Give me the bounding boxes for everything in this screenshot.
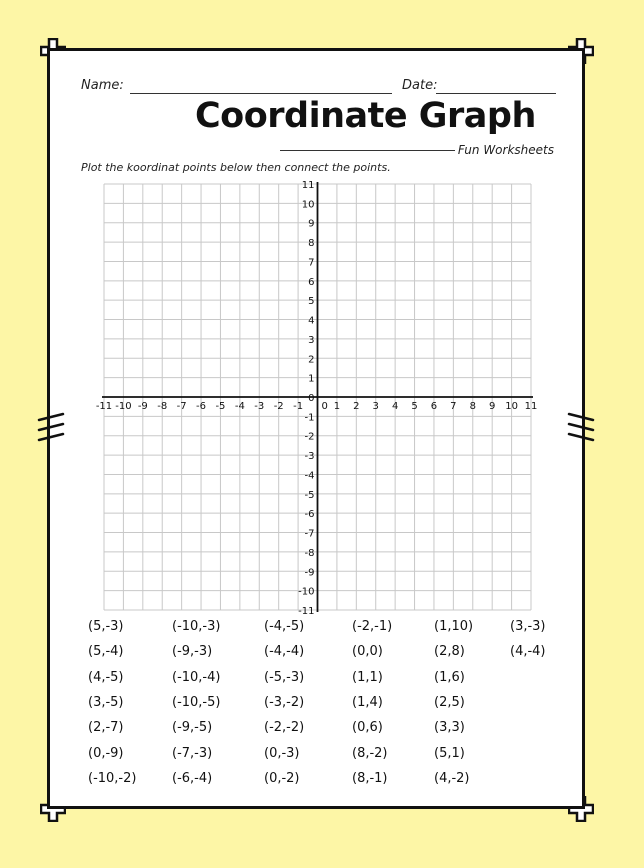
y-tick-label: -5 <box>304 489 315 501</box>
page-title: Coordinate Graph <box>195 96 536 136</box>
y-tick-label: -2 <box>304 431 315 443</box>
x-tick-label: -9 <box>137 401 148 412</box>
page-subtitle: Fun Worksheets <box>457 143 554 157</box>
x-tick-label: -8 <box>157 401 168 412</box>
name-label: Name: <box>81 78 124 93</box>
coordinate-point: (8,-2) <box>352 745 388 761</box>
x-tick-label: -5 <box>215 401 226 412</box>
coordinate-point: (3,-3) <box>510 619 546 634</box>
coordinate-point: (2,8) <box>434 644 465 660</box>
y-tick-label: 8 <box>308 238 315 250</box>
y-tick-label: -6 <box>304 509 315 521</box>
y-tick-label: -10 <box>298 586 315 598</box>
coordinate-point: (-2,-1) <box>352 619 393 634</box>
coordinate-point: (-4,-5) <box>264 619 305 634</box>
coordinate-point: (-10,-4) <box>172 669 221 685</box>
y-tick-label: -8 <box>304 547 315 559</box>
y-tick-label: -3 <box>304 451 315 463</box>
y-tick-label: 2 <box>308 354 315 366</box>
coordinate-point: (0,-3) <box>264 745 300 761</box>
coordinate-point: (1,6) <box>434 669 465 685</box>
coordinate-point: (3,-5) <box>88 694 124 710</box>
x-tick-label: -6 <box>196 401 207 412</box>
x-tick-label: 4 <box>391 401 399 412</box>
coordinate-point: (5,-3) <box>88 619 124 634</box>
y-tick-label: 10 <box>301 199 315 211</box>
coordinate-point: (-9,-3) <box>172 644 213 660</box>
x-tick-label: 0 <box>321 401 328 412</box>
x-tick-label: 8 <box>469 401 476 412</box>
y-tick-label: 11 <box>301 180 315 191</box>
coordinate-point: (5,-4) <box>88 644 124 660</box>
y-tick-label: -4 <box>304 470 315 482</box>
x-tick-label: -1 <box>293 401 304 412</box>
y-tick-label: -11 <box>298 606 315 617</box>
y-tick-label: -1 <box>304 412 315 424</box>
coordinate-point: (-7,-3) <box>172 745 213 761</box>
x-tick-label: 6 <box>430 401 438 412</box>
y-tick-label: -7 <box>304 528 315 540</box>
x-tick-label: -4 <box>234 401 245 412</box>
coordinate-point: (-5,-3) <box>264 669 305 685</box>
y-tick-label: 9 <box>308 218 315 230</box>
x-tick-label: 1 <box>333 401 341 412</box>
coordinate-point: (-10,-3) <box>172 619 221 634</box>
x-tick-label: 3 <box>372 401 379 412</box>
x-tick-label: -11 <box>95 401 113 412</box>
coordinate-point: (-10,-2) <box>88 770 137 786</box>
coordinate-point: (1,4) <box>352 694 383 710</box>
coordinate-point: (4,-2) <box>434 770 470 786</box>
x-tick-label: 7 <box>450 401 457 412</box>
coordinate-point: (2,5) <box>434 694 465 710</box>
coordinate-point: (2,-7) <box>88 720 124 736</box>
coordinate-point: (-4,-4) <box>264 644 305 660</box>
y-tick-label: 3 <box>308 334 315 346</box>
y-tick-label: 6 <box>308 276 315 288</box>
x-tick-label: 10 <box>505 401 518 412</box>
y-tick-label: 5 <box>308 296 315 308</box>
x-tick-label: -10 <box>115 401 132 412</box>
x-tick-label: 9 <box>488 401 496 412</box>
coordinate-point: (0,0) <box>352 644 383 660</box>
coordinate-point: (-3,-2) <box>264 694 305 710</box>
x-tick-label: 5 <box>411 401 418 412</box>
coordinate-point: (1,1) <box>352 669 383 685</box>
coordinate-point: (0,6) <box>352 720 383 736</box>
coordinate-point: (4,-4) <box>510 644 546 660</box>
x-tick-label: 11 <box>524 401 538 412</box>
coordinate-point: (0,-9) <box>88 745 124 761</box>
date-label: Date: <box>402 78 438 93</box>
coordinate-point: (3,3) <box>434 720 465 736</box>
coordinate-point: (5,1) <box>434 745 465 761</box>
coordinate-point: (-9,-5) <box>172 720 213 736</box>
y-tick-label: -9 <box>304 567 315 579</box>
coordinate-point: (-6,-4) <box>172 770 213 786</box>
x-tick-label: 2 <box>353 401 360 412</box>
y-tick-label: 4 <box>308 315 315 327</box>
x-tick-label: -7 <box>176 401 187 412</box>
coordinate-point: (8,-1) <box>352 770 388 786</box>
coordinate-point: (1,10) <box>434 619 474 634</box>
coordinate-point: (-2,-2) <box>264 720 305 736</box>
coordinate-point: (-10,-5) <box>172 694 221 710</box>
coordinate-point: (0,-2) <box>264 770 300 786</box>
y-tick-label: 7 <box>308 257 315 269</box>
y-tick-label: 0 <box>308 393 315 404</box>
y-tick-label: 1 <box>308 373 315 385</box>
coordinate-point: (4,-5) <box>88 669 124 685</box>
instructions-text: Plot the koordinat points below then connect the points. <box>81 161 391 174</box>
x-tick-label: -2 <box>273 401 284 412</box>
x-tick-label: -3 <box>254 401 265 412</box>
